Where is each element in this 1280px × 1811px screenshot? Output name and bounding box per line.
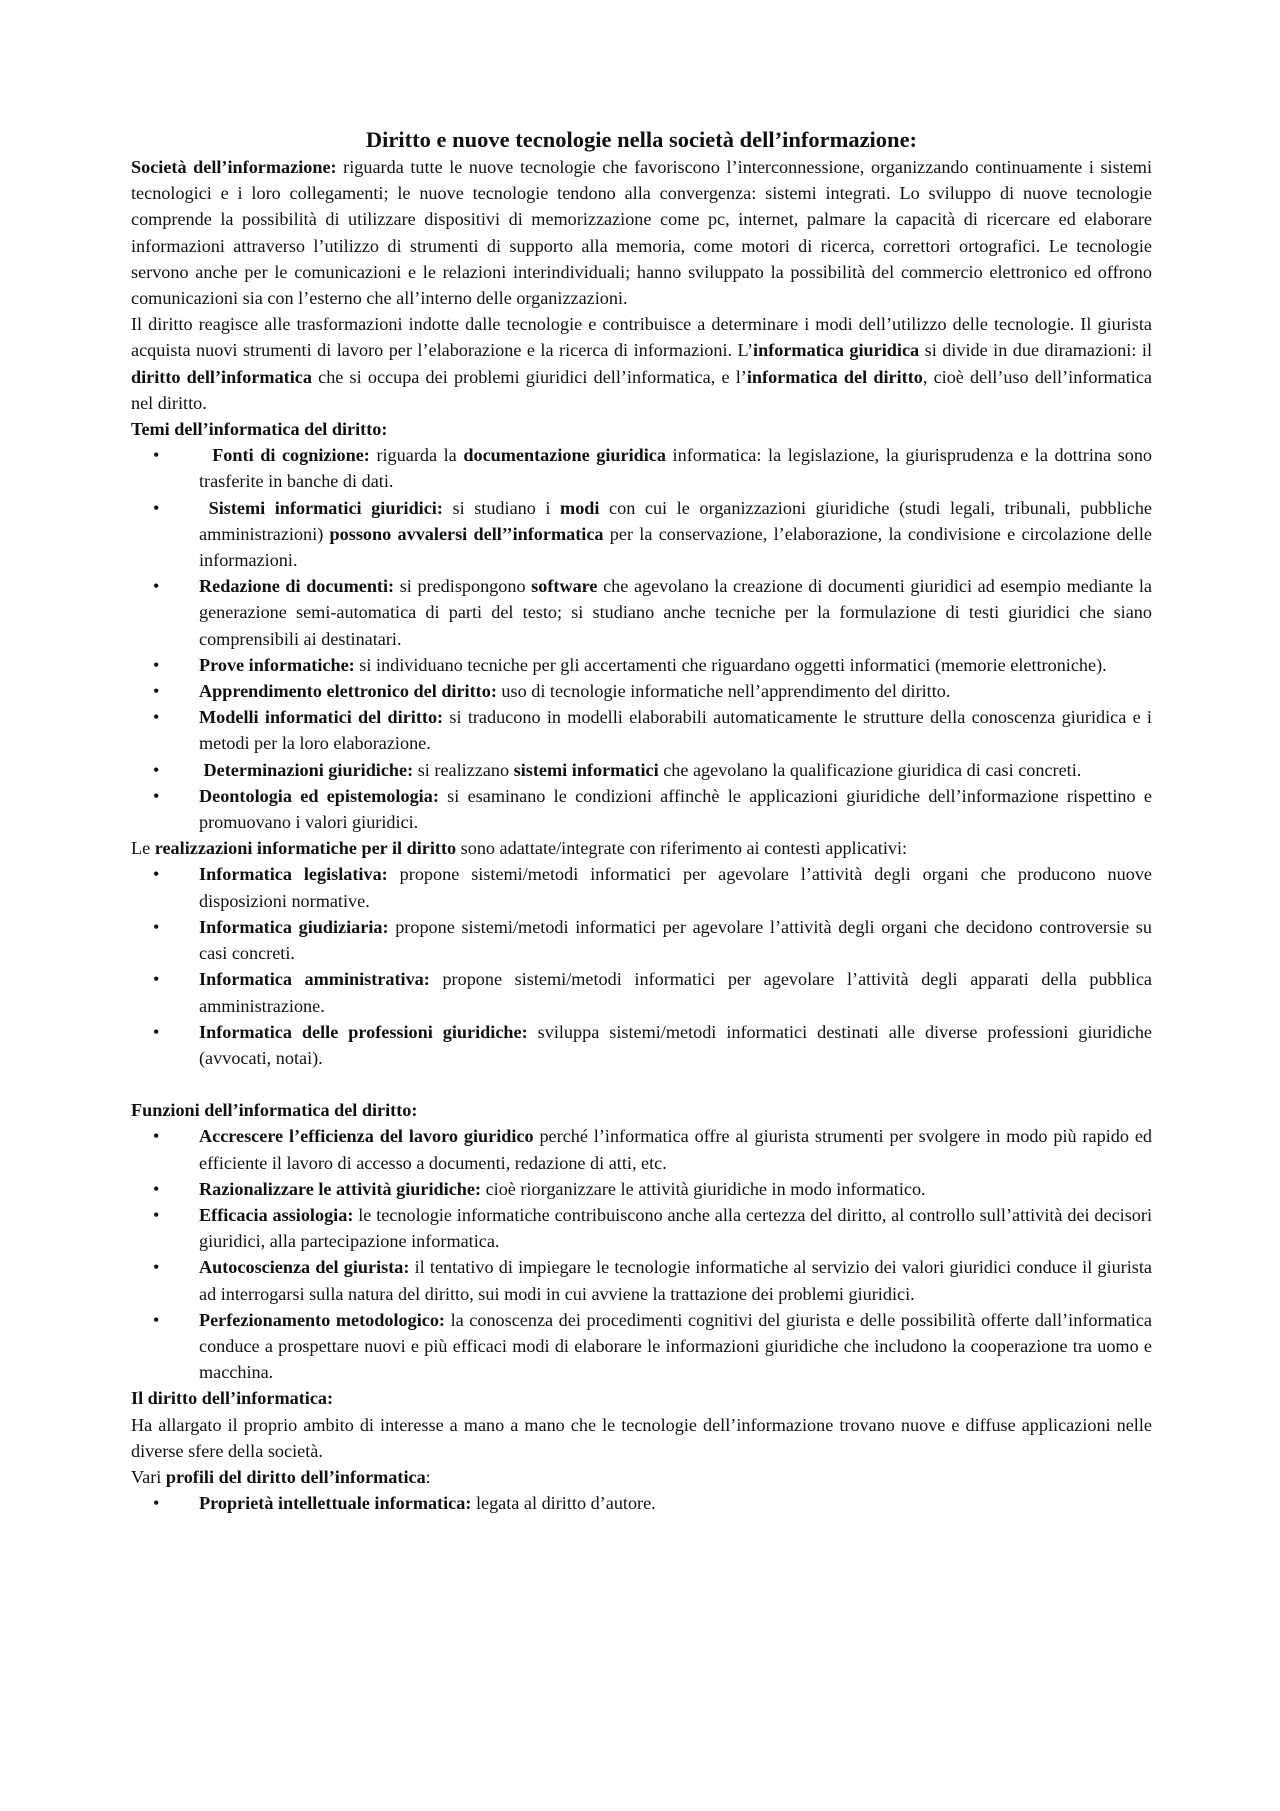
bullet-icon: •: [153, 445, 160, 466]
bullet-icon: •: [153, 1493, 160, 1514]
list-item: • Autocoscienza del giurista: il tentativo di impiegare le tecnologie informatiche al servizio dei valori giuridici conduce il giurista ad interrogarsi sulla natura del diritto, sui modi in cui avviene la trattazione dei problemi giuridici.: [131, 1254, 1152, 1306]
list-item: • Proprietà intellettuale informatica: legata al diritto d’autore.: [131, 1490, 1152, 1516]
list-item: • Informatica delle professioni giuridiche: sviluppa sistemi/metodi informatici destinati alle diverse professioni giuridiche (avvocati, notai).: [131, 1019, 1152, 1071]
bullet-icon: •: [153, 969, 160, 990]
bullet-icon: •: [153, 916, 160, 937]
list-item: • Redazione di documenti: si predispongono software che agevolano la creazione di documenti giuridici ad esempio mediante la generazione semi-automatica di parti del testo; si studiano anche tecniche per la formulazione di testi giuridici che siano comprensibili ai destinatari.: [131, 573, 1152, 652]
term-societa: Società dell’informazione:: [131, 157, 337, 177]
list-item: • Apprendimento elettronico del diritto: uso di tecnologie informatiche nell’apprendimento del diritto.: [131, 678, 1152, 704]
bullet-icon: •: [153, 707, 160, 728]
heading-diritto-informatica: Il diritto dell’informatica:: [131, 1388, 334, 1409]
list-item: • Modelli informatici del diritto: si traducono in modelli elaborabili automaticamente le strutture della conoscenza giuridica e i metodi per la loro elaborazione.: [131, 704, 1152, 756]
bullet-icon: •: [153, 864, 160, 885]
bullet-icon: •: [153, 1309, 160, 1330]
heading-temi: Temi dell’informatica del diritto:: [131, 419, 388, 440]
bullet-icon: •: [153, 1257, 160, 1278]
diritto-informatica-paragraph: Ha allargato il proprio ambito di interesse a mano a mano che le tecnologie dell’informazione trovano nuove e diffuse applicazioni nelle diverse sfere della società.: [131, 1414, 1152, 1461]
term-informatica-diritto: informatica del diritto: [746, 366, 923, 387]
document-title: Diritto e nuove tecnologie nella società dell’informazione:: [365, 127, 918, 152]
term-informatica-giuridica: informatica giuridica: [753, 340, 920, 361]
list-item: • Determinazioni giuridiche: si realizzano sistemi informatici che agevolano la qualificazione giuridica di casi concreti.: [131, 757, 1152, 783]
list-realizzazioni: [131, 861, 1152, 1071]
list-item: • Sistemi informatici giuridici: si studiano i modi con cui le organizzazioni giuridiche (studi legali, tribunali, pubbliche amministrazioni) possono avvalersi dell’’informatica per la conservazione, l’elaborazione, la condivisione e circolazione delle informazioni.: [131, 495, 1152, 574]
bullet-icon: •: [153, 785, 160, 806]
bullet-icon: •: [153, 1178, 160, 1199]
list-profili: [131, 1490, 1152, 1516]
list-item: • Informatica legislativa: propone sistemi/metodi informatici per agevolare l’attività degli organi che producono nuove disposizioni normative.: [131, 861, 1152, 913]
list-item: • Accrescere l’efficienza del lavoro giuridico perché l’informatica offre al giurista strumenti per svolgere in modo più rapido ed efficiente il lavoro di accesso a documenti, redazione di atti, etc.: [131, 1123, 1152, 1175]
heading-funzioni: Funzioni dell’informatica del diritto:: [131, 1100, 418, 1121]
list-item: • Deontologia ed epistemologia: si esaminano le condizioni affinchè le applicazioni giuridiche dell’informazione rispettino e promuovano i valori giuridici.: [131, 783, 1152, 835]
list-item: • Informatica amministrativa: propone sistemi/metodi informatici per agevolare l’attività degli apparati della pubblica amministrazione.: [131, 966, 1152, 1018]
term-diritto-informatica: diritto dell’informatica: [131, 366, 312, 387]
intro-paragraph-2: Il diritto reagisce alle trasformazioni indotte dalle tecnologie e contribuisce a determinare i modi dell’utilizzo delle tecnologie. Il giurista acquista nuovi strumenti di lavoro per l’elaborazione e la ricerca di informazioni. L’informatica giuridica si divide in due diramazioni: il diritto dell’informatica che si occupa dei problemi giuridici dell’informatica, e l’informatica del diritto, cioè dell’uso dell’informatica nel diritto.: [131, 314, 1152, 413]
list-item: • Razionalizzare le attività giuridiche: cioè riorganizzare le attività giuridiche in modo informatico.: [131, 1176, 1152, 1202]
list-item: • Informatica giudiziaria: propone sistemi/metodi informatici per agevolare l’attività degli organi che decidono controversie su casi concreti.: [131, 914, 1152, 966]
intro-paragraph-1: Società dell’informazione: riguarda tutte le nuove tecnologie che favoriscono l’interconnessione, organizzando continuamente i sistemi tecnologici e i loro collegamenti; le nuove tecnologie tendono alla convergenza: sistemi integrati. Lo sviluppo di nuove tecnologie comprende la possibilità di utilizzare dispositivi di memorizzazione come pc, internet, palmare la capacità di ricercare ed elaborare informazioni attraverso l’utilizzo di strumenti di supporto alla memoria, come motori di ricerca, correttori ortografici. Le tecnologie servono anche per le comunicazioni e le relazioni interindividuali; hanno sviluppato la possibilità del commercio elettronico ed offrono comunicazioni sia con l’esterno che all’interno delle organizzazioni.: [131, 157, 1152, 309]
profili-intro: Vari profili del diritto dell’informatica:: [131, 1466, 431, 1487]
list-item: • Perfezionamento metodologico: la conoscenza dei procedimenti cognitivi del giurista e delle possibilità offerte dall’informatica conduce a prospettare nuovi e più efficaci modi di elaborare le informazioni giuridiche che includono la cooperazione tra uomo e macchina.: [131, 1307, 1152, 1386]
realizzazioni-intro: Le realizzazioni informatiche per il diritto sono adattate/integrate con riferimento ai contesti applicativi:: [131, 838, 908, 859]
list-funzioni: [131, 1123, 1152, 1385]
list-item: • Efficacia assiologia: le tecnologie informatiche contribuiscono anche alla certezza del diritto, al controllo sull’attività dei decisori giuridici, alla partecipazione informatica.: [131, 1202, 1152, 1254]
bullet-icon: •: [153, 576, 160, 597]
list-item: • Fonti di cognizione: riguarda la documentazione giuridica informatica: la legislazione, la giurisprudenza e la dottrina sono trasferite in banche di dati.: [131, 442, 1152, 494]
bullet-icon: •: [153, 1126, 160, 1147]
list-item: • Prove informatiche: si individuano tecniche per gli accertamenti che riguardano oggetti informatici (memorie elettroniche).: [131, 652, 1152, 678]
bullet-icon: •: [153, 1204, 160, 1225]
bullet-icon: •: [153, 1021, 160, 1042]
list-temi: [131, 442, 1152, 835]
bullet-icon: •: [153, 654, 160, 675]
spacer: [131, 1071, 1152, 1097]
bullet-icon: •: [153, 759, 160, 780]
bullet-icon: •: [153, 497, 160, 518]
bullet-icon: •: [153, 681, 160, 702]
document-page: [131, 126, 1152, 1516]
